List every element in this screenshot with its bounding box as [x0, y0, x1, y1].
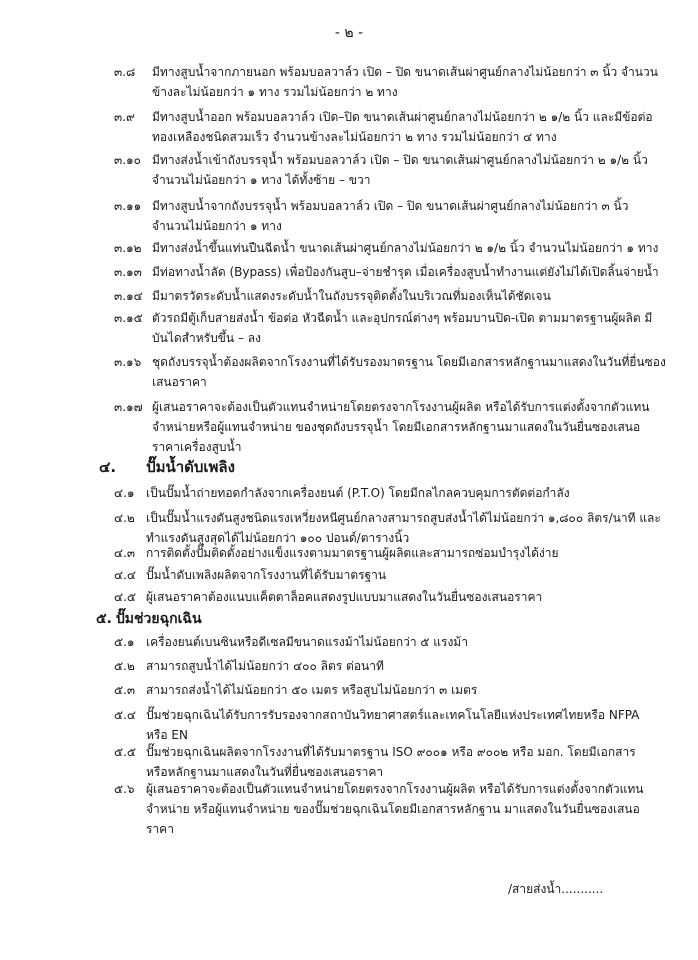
item-text-line: ชุดถังบรรจุน้ำต้องผลิตจากโรงงานที่ได้รับรองมาตรฐาน โดยมีเอกสารหลักฐานมาแสดงในวันที่ยื่นซอง [152, 355, 666, 369]
section-title: ปั๊มช่วยฉุกเฉิน [115, 611, 202, 627]
item-text-line: เป็นปั๊มน้ำแรงดันสูงชนิดแรงเหวี่ยงหนีศูนย์กลางสามารถสูบส่งน้ำได้ไม่น้อยกว่า ๑,๘๐๐ ลิตร/นาที และ [146, 511, 661, 525]
section3-item [114, 352, 666, 392]
item-number: ๕.๔ [114, 708, 136, 722]
section-title: ปั๊มน้ำดับเพลิง [146, 458, 235, 476]
item-text-line: สามารถสูบน้ำได้ไม่น้อยกว่า ๔๐๐ ลิตร ต่อนาที [146, 659, 384, 673]
item-number: ๓.๘ [114, 65, 136, 79]
item-text-line: จำนวนไม่น้อยกว่า ๑ ทาง ได้ทั้งซ้าย – ขวา [152, 173, 371, 187]
item-number: ๓.๑๐ [114, 153, 141, 167]
page-number: - ๒ - [334, 25, 364, 41]
item-number: ๔.๕ [114, 590, 136, 604]
item-number: ๓.๑๖ [114, 355, 142, 369]
item-number: ๔.๔ [114, 568, 136, 582]
item-text-line: มีทางสูบน้ำจากภายนอก พร้อมบอลวาล์ว เปิด – ปิด ขนาดเส้นผ่าศูนย์กลางไม่น้อยกว่า ๓ นิ้ว จำนวน [152, 65, 658, 79]
item-number: ๓.๑๔ [114, 289, 143, 303]
section5-item [114, 779, 643, 839]
continuation-note: /สายส่งน้ำ........... [508, 882, 604, 896]
item-text-line: สามารถส่งน้ำได้ไม่น้อยกว่า ๕๐ เมตร หรือสูบไม่น้อยกว่า ๓ เมตร [146, 683, 478, 697]
item-text-line: ทำแรงดันสูงสุดได้ไม่น้อยกว่า ๑๐๐ ปอนด์/ตารางนิ้ว [146, 531, 410, 545]
item-text-line: ปั๊มน้ำดับเพลิงผลิตจากโรงงานที่ได้รับมาตรฐาน [146, 568, 387, 582]
section5-item [114, 680, 477, 700]
section5-item [114, 742, 636, 782]
section4-item [114, 508, 661, 548]
section4-item [114, 543, 559, 563]
section4-item [114, 587, 542, 607]
item-number: ๓.๑๓ [114, 265, 142, 279]
section5-item [114, 632, 468, 652]
item-text-line: การติดตั้งปั๊มติดตั้งอย่างแข็งแรงตามมาตรฐานผู้ผลิตและสามารถซ่อมบำรุงได้ง่าย [146, 546, 559, 560]
section3-item [114, 107, 653, 147]
item-text-line: จำหน่ายหรือผู้แทนจำหน่าย ของชุดถังบรรจุน้ำ โดยมีเอกสารหลักฐานมาแสดงในวันยื่นซองเสนอ [152, 420, 641, 434]
section3-item [114, 397, 649, 457]
item-text-line: ข้างละไม่น้อยกว่า ๑ ทาง รวมไม่น้อยกว่า ๒ ทาง [152, 85, 398, 99]
item-text-line: ราคาเครื่องสูบน้ำ [152, 440, 242, 454]
item-number: ๓.๑๗ [114, 400, 143, 414]
item-text-line: ทองเหลืองชนิดสวมเร็ว จำนวนข้างละไม่น้อยกว่า ๒ ทาง รวมไม่น้อยกว่า ๔ ทาง [152, 130, 557, 144]
item-text-line: ปั๊มช่วยฉุกเฉินผลิตจากโรงงานที่ได้รับมาตรฐาน ISO ๙๐๐๑ หรือ ๙๐๐๒ หรือ มอก. โดยมีเอกสาร [146, 745, 636, 759]
item-number: ๓.๑๕ [114, 311, 143, 325]
item-text-line: หรือ EN [146, 728, 188, 742]
item-text-line: บันไดสำหรับขึ้น – ลง [152, 331, 261, 345]
item-number: ๕.๖ [114, 782, 135, 796]
item-text-line: ผู้เสนอราคาต้องแนบแค็ตตาล็อคแสดงรูปแบบมาแสดงในวันยื่นซองเสนอราคา [146, 590, 543, 604]
item-number: ๓.๙ [114, 110, 135, 124]
item-number: ๕.๕ [114, 745, 136, 759]
item-text-line: จำนวนไม่น้อยกว่า ๑ ทาง [152, 219, 282, 233]
item-number: ๕.๒ [114, 659, 135, 673]
item-text-line: มีมาตรวัดระดับน้ำแสดงระดับน้ำในถังบรรจุติดตั้งในบริเวณที่มองเห็นได้ชัดเจน [152, 289, 551, 303]
item-text-line: เป็นปั๊มน้ำถ่ายทอดกำลังจากเครื่องยนต์ (P.T.O) โดยมีกลไกลควบคุมการตัดต่อกำลัง [146, 486, 570, 500]
section5-heading [96, 608, 202, 630]
section5-item [114, 705, 639, 745]
item-number: ๕.๓ [114, 683, 136, 697]
item-number: ๕.๑ [114, 635, 135, 649]
section5-item [114, 656, 384, 676]
item-text-line: ผู้เสนอราคาจะต้องเป็นตัวแทนจำหน่ายโดยตรงจากโรงงานผู้ผลิต หรือได้รับการแต่งตั้งจากตัวแทน [152, 400, 650, 414]
section4-heading [99, 455, 235, 479]
item-text-line: มีท่อทางน้ำลัด (Bypass) เพื่อป้องกันสูบ–จ่ายชำรุด เมื่อเครื่องสูบน้ำทำงานแต่ยังไม่ได้เปิดลิ้นจ่ายน้ำ [152, 265, 659, 279]
section3-item [114, 150, 648, 190]
section4-item [114, 565, 386, 585]
item-text-line: มีทางส่งน้ำเข้าถังบรรจุน้ำ พร้อมบอลวาล์ว เปิด – ปิด ขนาดเส้นผ่าศูนย์กลางไม่น้อยกว่า ๒ ๑/๒ นิ้ว [152, 153, 648, 167]
item-text-line: มีทางสูบน้ำจากถังบรรจุน้ำ พร้อมบอลวาล์ว เปิด – ปิด ขนาดเส้นผ่าศูนย์กลางไม่น้อยกว่า ๓ นิ้ว [152, 199, 629, 213]
item-text-line: ปั๊มช่วยฉุกเฉินได้รับการรับรองจากสถาบันวิทยาศาสตร์และเทคโนโลยีแห่งประเทศไทยหรือ NFPA [146, 708, 640, 722]
item-text-line: ตัวรถมีตู้เก็บสายส่งน้ำ ข้อต่อ หัวฉีดน้ำ และอุปกรณ์ต่างๆ พร้อมบานปิด-เปิด ตามมาตรฐานผู้ผลิต มี [152, 311, 653, 325]
section3-item [114, 196, 628, 236]
item-text-line: เสนอราคา [152, 375, 207, 389]
item-text-line: เครื่องยนต์เบนซินหรือดีเซลมีขนาดแรงม้าไม่น้อยกว่า ๕ แรงม้า [146, 635, 468, 649]
section3-item [114, 62, 658, 102]
section-number: ๕. [96, 611, 112, 627]
item-number: ๔.๒ [114, 511, 135, 525]
item-text-line: มีทางส่งน้ำขึ้นแท่นปืนฉีดน้ำ ขนาดเส้นผ่าศูนย์กลางไม่น้อยกว่า ๒ ๑/๒ นิ้ว จำนวนไม่น้อยกว่า ๑ ทาง [152, 241, 659, 255]
item-text-line: ราคา [146, 822, 174, 836]
item-text-line: ผู้เสนอราคาจะต้องเป็นตัวแทนจำหน่ายโดยตรงจากโรงงานผู้ผลิต หรือได้รับการแต่งตั้งจากตัวแทน [146, 782, 644, 796]
section3-item [114, 238, 658, 258]
item-number: ๔.๓ [114, 546, 136, 560]
item-number: ๓.๑๒ [114, 241, 142, 255]
section4-item [114, 483, 570, 503]
item-number: ๔.๑ [114, 486, 135, 500]
section3-item [114, 308, 652, 348]
section-number: ๔. [99, 458, 117, 476]
item-number: ๓.๑๑ [114, 199, 142, 213]
item-text-line: จำหน่าย หรือผู้แทนจำหน่าย ของปั๊มช่วยฉุกเฉินโดยมีเอกสารหลักฐาน มาแสดงในวันยื่นซองเสนอ [146, 802, 640, 816]
item-text-line: หรือหลักฐานมาแสดงในวันที่ยื่นซองเสนอราคา [146, 765, 384, 779]
section3-item [114, 262, 659, 282]
section3-item [114, 286, 551, 306]
item-text-line: มีทางสูบน้ำออก พร้อมบอลวาล์ว เปิด–ปิด ขนาดเส้นผ่าศูนย์กลางไม่น้อยกว่า ๒ ๑/๒ นิ้ว และมีข้อต่อ [152, 110, 653, 124]
